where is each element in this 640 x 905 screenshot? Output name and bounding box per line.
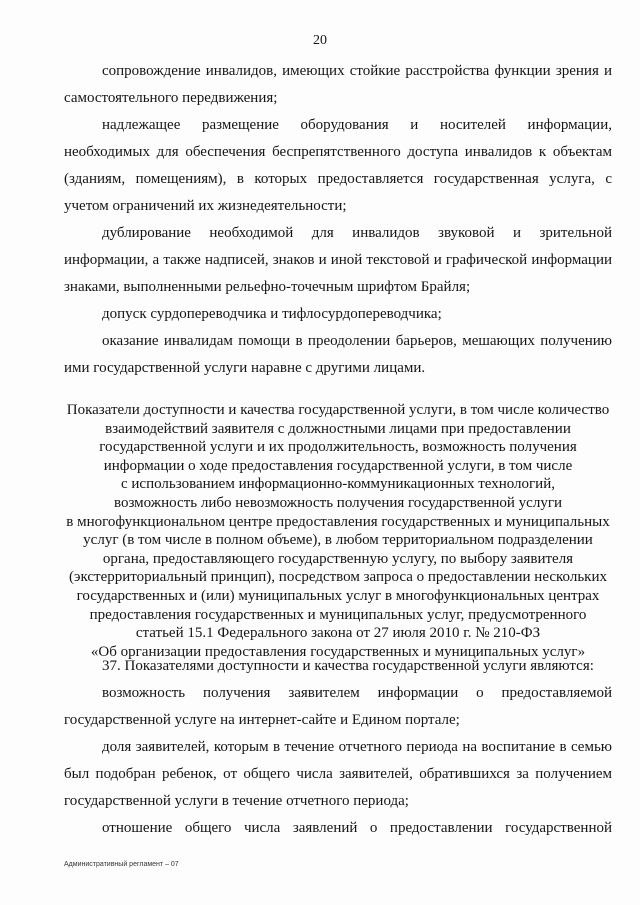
footer-text: Административный регламент – 07 [64, 861, 179, 868]
heading-line: Показатели доступности и качества государственной услуги, в том числе количество [66, 402, 610, 418]
paragraph: надлежащее размещение оборудования и носителей информации, необходимых для обеспечения беспрепятственного доступа инвалидов к объектам (зданиям, помещениям), в которых предоставляется государственная услуга, с учетом ограничений их жизнедеятельности; [64, 117, 612, 214]
heading-line: возможность либо невозможность получения государственной услуги [113, 494, 563, 511]
heading-line: взаимодействий заявителя с должностными лицами при предоставлении [105, 420, 571, 437]
paragraph: сопровождение инвалидов, имеющих стойкие расстройства функции зрения и самостоятельного передвижения; [64, 63, 612, 106]
heading-line: статьей 15.1 Федерального закона от 27 июля 2010 г. № 210-ФЗ [135, 625, 541, 642]
paragraph: доля заявителей, которым в течение отчетного периода на воспитание в семью был подобран ребенок, от общего числа заявителей, обратившихся за получением государственной услуги в течение отчетного периода; [64, 739, 612, 809]
paragraph: 37. Показателями доступности и качества государственной услуги являются: [102, 658, 594, 674]
heading-line: информации о ходе предоставления государственной услуги, в том числе [103, 457, 573, 474]
top-text-block [64, 58, 612, 382]
bottom-text-block [64, 653, 612, 842]
heading-line: услуг (в том числе в полном объеме), в любом территориальном подразделении [83, 532, 593, 549]
heading-line: в многофункциональном центре предоставления государственных и муниципальных [66, 513, 610, 530]
heading-line: государственных и (или) муниципальных услуг в многофункциональных центрах [76, 587, 600, 604]
section-heading [58, 401, 618, 661]
heading-line: государственной услуги и их продолжительность, возможность получения [99, 439, 577, 456]
page-number: 20 [313, 33, 327, 48]
heading-line: с использованием информационно-коммуникационных технологий, [120, 476, 555, 493]
paragraph: дублирование необходимой для инвалидов звуковой и зрительной информации, а также надписей, знаков и иной текстовой и графической информации знаками, выполненными рельефно-точечным шрифтом Брайля; [64, 225, 612, 295]
paragraph: отношение общего числа заявлений о предоставлении государственной [102, 820, 612, 836]
heading-line: органа, предоставляющего государственную услугу, по выбору заявителя [102, 550, 574, 567]
heading-line: «Об организации предоставления государственных и муниципальных услуг» [90, 643, 586, 660]
paragraph: оказание инвалидам помощи в преодолении барьеров, мешающих получению ими государственной услуги наравне с другими лицами. [64, 333, 612, 376]
paragraph: возможность получения заявителем информации о предоставляемой государственной услуге на интернет-сайте и Едином портале; [64, 685, 612, 728]
heading-line: (экстерриториальный принцип), посредством запроса о предоставлении нескольких [69, 569, 607, 586]
heading-line: предоставления государственных и муниципальных услуг, предусмотренного [89, 606, 587, 623]
paragraph: допуск сурдопереводчика и тифлосурдопереводчика; [102, 306, 442, 322]
